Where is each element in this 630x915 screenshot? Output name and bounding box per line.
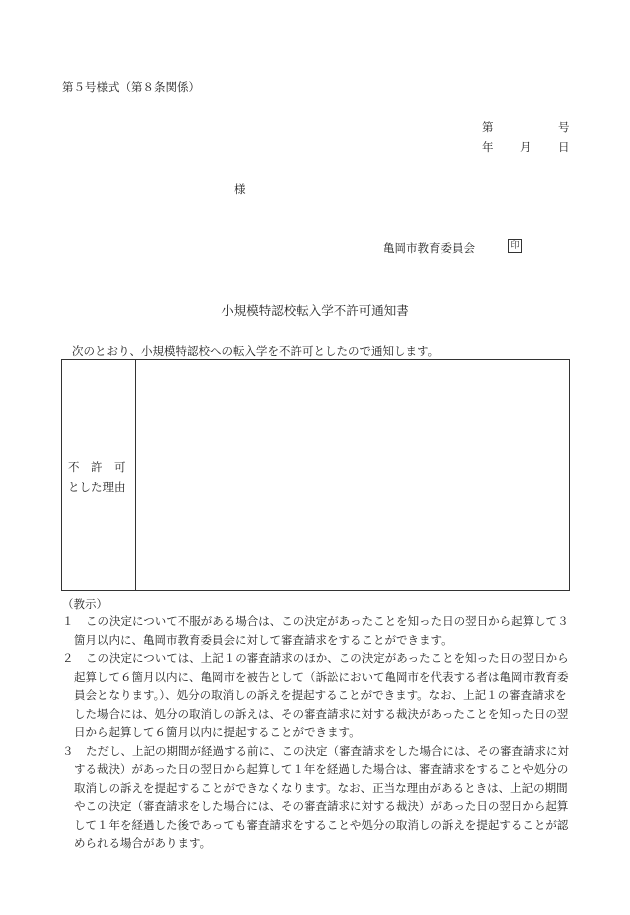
number-suffix: 号 [558, 120, 570, 134]
document-title: 小規模特認校転入学不許可通知書 [221, 303, 409, 318]
note-text: この決定について不服がある場合は、この決定があったことを知った日の翌日から起算して３箇月以内に、亀岡市教育委員会に対して審査請求をすることができます。 [74, 614, 569, 647]
date-year: 年 [482, 140, 494, 154]
note-number: １ [62, 614, 74, 628]
issuer-name: 亀岡市教育委員会 [383, 241, 475, 255]
note-number: ３ [62, 743, 74, 758]
date-month: 月 [520, 140, 532, 154]
date-day: 日 [558, 140, 570, 154]
reason-label-line1: 不 許 可 [68, 460, 126, 474]
note-text: ただし、上記の期間が経過する前に、この決定（審査請求をした場合には、その審査請求に対する裁決）があった日の翌日から起算して１年を経過した場合は、審査請求をすることや処分の取消しの訴えを提起することができなくなります。なお、正当な理由があるときは、上記の期間やこの決定（審査請求をした場合には、その審査請求に対する裁決）があった日の翌日から起算して１年を経過した後であっても審査請求をすることや処分の取消しの訴えを提起することが認められる場合があります。 [74, 743, 569, 850]
number-prefix: 第 [482, 120, 494, 134]
addressee-suffix: 様 [234, 182, 246, 196]
reason-table [61, 359, 570, 591]
reason-label-line2: とした理由 [68, 480, 126, 494]
note-item [62, 742, 577, 853]
note-item [62, 612, 577, 649]
intro-text: 次のとおり、小規模特認校への転入学を不許可としたので通知します。 [72, 344, 440, 358]
reason-label-cell [62, 360, 136, 590]
note-number: ２ [62, 651, 74, 665]
form-number: 第５号様式（第８条関係） [62, 80, 200, 94]
note-text: この決定については、上記１の審査請求のほか、この決定があったことを知った日の翌日から起算して６箇月以内に、亀岡市を被告として（訴訟において亀岡市を代表する者は亀岡市教育委員会となります。）、処分の取消しの訴えを提起することができます。なお、上記１の審査請求をした場合には、処分の取消しの訴えは、その審査請求に対する裁決があったことを知った日の翌日から起算して６箇月以内に提起することができます。 [74, 651, 569, 739]
notes-heading: （教示） [62, 597, 108, 611]
reason-label [68, 457, 126, 497]
seal-mark: 印 [508, 239, 522, 253]
notes-list [62, 612, 577, 853]
note-item [62, 649, 577, 742]
reason-content-cell [136, 360, 569, 590]
